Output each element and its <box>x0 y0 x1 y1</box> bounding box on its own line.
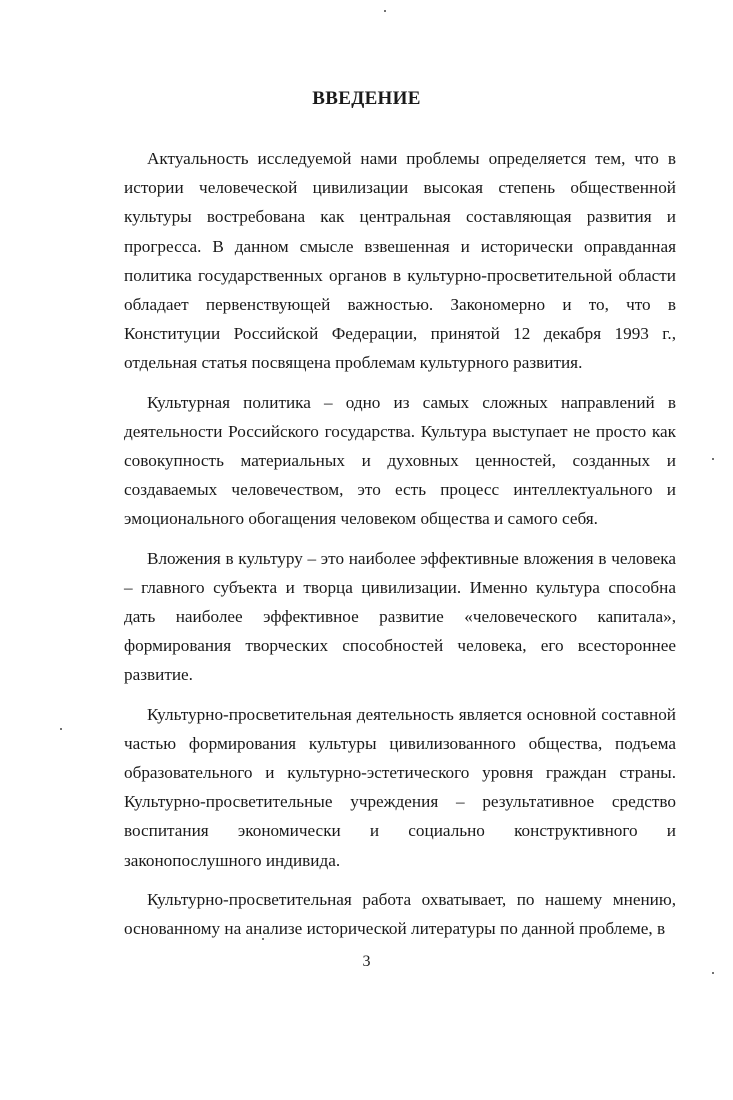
scan-speck <box>60 728 62 730</box>
scan-speck <box>712 972 714 974</box>
paragraph-3: Вложения в культуру – это наиболее эффективные вложения в человека – главного субъекта и творца цивилизации. Именно культура способна дать наиболее эффективное развитие «человеческого капитала», формирования творческих способностей человека, его всестороннее развитие. <box>124 548 676 685</box>
section-heading: ВВЕДЕНИЕ <box>312 88 421 109</box>
paragraph-4: Культурно-просветительная деятельность является основной составной частью формирования культуры цивилизованного общества, подъема образовательного и культурно-эстетического уровня граждан страны. Культурно-просветительные учреждения – результативное средство воспитания экономически и социально конструктивного и законопослушного индивида. <box>124 704 676 870</box>
paragraph-1: Актуальность исследуемой нами проблемы определяется тем, что в истории человеческой цивилизации высокая степень общественной культуры востребована как центральная составляющая развития и прогресса. В данном смысле взвешенная и исторически оправданная политика государственных органов в культурно-просветительной области обладает первенствующей важностью. Закономерно и то, что в Конституции Российской Федерации, принятой 12 декабря 1993 г., отдельная статья посвящена проблемам культурного развития. <box>124 149 676 373</box>
scan-speck <box>384 10 386 12</box>
scan-speck <box>712 458 714 460</box>
body-text <box>124 144 676 953</box>
paragraph-2: Культурная политика – одно из самых сложных направлений в деятельности Российского государства. Культура выступает не просто как совокупность материальных и духовных ценностей, созданных и создаваемых человечеством, это есть процесс интеллектуального и эмоционального обогащения человеком общества и самого себя. <box>124 392 676 529</box>
paragraph-5: Культурно-просветительная работа охватывает, по нашему мнению, основанному на анализе исторической литературы по данной проблеме, в <box>124 889 676 939</box>
page-number: 3 <box>362 953 371 970</box>
